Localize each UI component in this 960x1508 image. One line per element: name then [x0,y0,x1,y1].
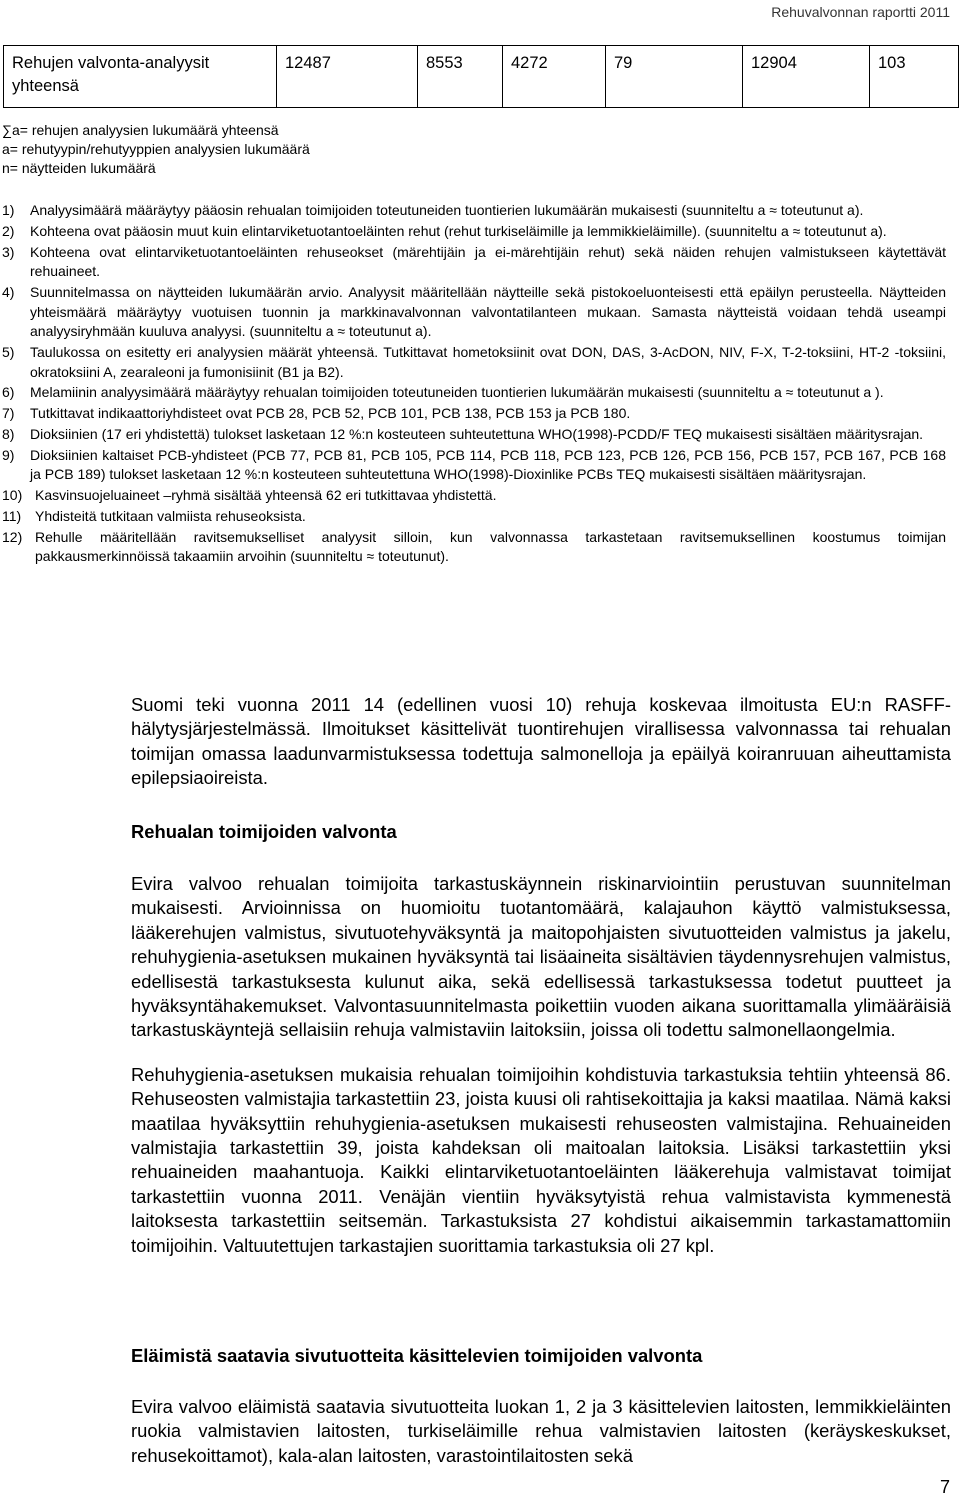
footnote-number: 9) [2,446,15,463]
legend-line: n= näytteiden lukumäärä [2,160,156,176]
footnote-text: Kasvinsuojeluaineet –ryhmä sisältää yhteensä 62 eri tutkittavaa yhdistettä. [35,487,497,503]
section-byproducts [131,1344,951,1368]
table-cell: 12904 [743,46,870,108]
body-paragraph: Suomi teki vuonna 2011 14 (edellinen vuosi 10) rehuja koskevaa ilmoitusta EU:n RASFF-hälytysjärjestelmässä. Ilmoitukset käsittelivät tuontirehujen virallisessa valvonnassa tai rehualan toimijan omassa laadunvarmistuksessa todettuja salmonelloja ja epäilyä koiranruuan aiheuttamista epilepsiaoireista. [131,694,951,789]
footnote [2,222,946,242]
table-row [4,46,959,108]
footnote-number: 12) [2,528,23,545]
footnote-number: 1) [2,202,15,218]
footnote-text: Rehulle määritellään ravitsemukselliset analyysit silloin, kun valvonnassa tarkastetaan ravitsemuksellinen koostumus toimijan pakkausmerkinnöissä takaamiin arvoihin (suunniteltu ≈ toteutunut). [35,528,946,565]
section-heading: Eläimistä saatavia sivutuotteita käsittelevien toimijoiden valvonta [131,1345,703,1366]
footnote-number: 6) [2,384,15,401]
page-number: 7 [939,1477,950,1497]
footnote [2,201,946,221]
footnote [2,446,946,485]
footnote-text: Melamiinin analyysimäärä määräytyy rehualan toimijoiden toteutuneiden tuontierien lukumäärän mukaisesti (suunniteltu a ≈ toteutunut a ). [30,384,884,401]
footnote-number: 8) [2,425,15,442]
footnote [2,507,946,527]
legend-line: ∑a= rehujen analyysien lukumäärä yhteensä [2,122,279,138]
footnote-number: 5) [2,343,15,360]
footnote [2,425,946,445]
section-heading: Rehualan toimijoiden valvonta [131,821,397,842]
footnote-number: 7) [2,405,15,422]
footnote-number: 4) [2,283,15,300]
table-legend [2,121,942,178]
table-row-label: Rehujen valvonta-analyysit yhteensä [4,46,277,108]
legend-line: a= rehutyypin/rehutyyppien analyysien lukumäärä [2,141,310,157]
footnote [2,243,946,282]
table-cell: 8553 [418,46,503,108]
footnote-text: Dioksiinien (17 eri yhdistettä) tulokset lasketaan 12 %:n kosteuteen suhteutettuna WHO(1998)-PCDD/F TEQ mukaisesti sisältäen määritysrajan. [30,425,924,442]
footnote-text: Dioksiinien kaltaiset PCB-yhdisteet (PCB 77, PCB 81, PCB 105, PCB 114, PCB 118, PCB 123, PCB 126, PCB 156, PCB 157, PCB 167, PCB 168 ja PCB 189) tulokset lasketaan 12 %:n kosteuteen suhteutettuna WHO(1998)-Dioxinlike PCBs TEQ mukaisesti sisältäen määritysrajan. [30,446,946,483]
rasff-paragraph-block [131,693,951,791]
footnote-text: Taulukossa on esitetty eri analyysien määrät yhteensä. Tutkittavat hometoksiinit ovat DON, DAS, 3-AcDON, NIV, F-X, T-2-toksiini, HT-2 -toksiini, okratoksiini A, zearaleoni ja fumonisiinit (B1 ja B2). [30,343,946,380]
footnote-text: Kohteena ovat pääosin muut kuin elintarviketuotantoeläinten rehut (rehut turkiseläimille ja lemmikkieläimille). (suunniteltu a ≈ toteutunut a). [30,222,887,239]
body-paragraph: Evira valvoo eläimistä saatavia sivutuotteita luokan 1, 2 ja 3 käsittelevien laitosten, lemmikkieläinten ruokia valmistavien laitosten, turkiseläimille rehua valmistavien laitosten (keräyskeskukset, rehusekoittamot), kala-alan laitosten, varastointilaitosten sekä [131,1396,951,1466]
footnote-number: 2) [2,222,15,239]
totals-table [3,45,959,108]
footnote-number: 11) [2,507,22,524]
running-header: Rehuvalvonnan raportti 2011 [771,4,950,20]
footnotes-list [2,201,946,568]
table-cell: 12487 [277,46,418,108]
section-byproducts-body [131,1395,951,1468]
footnote-text: Kohteena ovat elintarviketuotantoeläinten rehuseokset (märehtijäin ja ei-märehtijäin rehut) sekä näiden rehujen valmistukseen käytettävät rehuaineet. [30,243,946,280]
footnote-text: Analyysimäärä määräytyy pääosin rehualan toimijoiden toteutuneiden tuontierien lukumäärän mukaisesti (suunniteltu a ≈ toteutunut a). [30,202,864,218]
section-feed-operators [131,820,951,844]
footnote-text: Tutkittavat indikaattoriyhdisteet ovat PCB 28, PCB 52, PCB 101, PCB 138, PCB 153 ja PCB 180. [30,405,631,422]
section-feed-operators-body [131,872,951,1258]
footnote [2,343,946,382]
footnote-number: 3) [2,243,15,260]
footnote [2,486,946,506]
body-paragraph: Rehuhygienia-asetuksen mukaisia rehualan toimijoihin kohdistuvia tarkastuksia tehtiin yhteensä 86. Rehuseosten valmistajia tarkastettiin 23, joista kuusi oli rahtisekoittajia ja kaksi maatilaa. Nämä kaksi maatilaa hyväksyttiin rehuhygienia-asetuksen mukaisesti rehuseosten valmistajina. Rehuaineiden valmistajia tarkastettiin 39, joista kahdeksan oli maitoalan laitoksia. Lisäksi tarkastettiin yksi rehuaineiden maahantuoja. Kaikki elintarviketuotantoeläinten lääkerehuja valmistavat toimijat tarkastettiin vuonna 2011. Venäjän vientiin hyväksytyistä rehua valmistavista kymmenestä laitoksesta tarkastettiin seitsemän. Tarkastuksista 27 kohdistui aikaisemmin tarkastamattomiin toimijoihin. Valtuutettujen tarkastajien suorittamia tarkastuksia oli 27 kpl. [131,1063,951,1256]
body-paragraph: Evira valvoo rehualan toimijoita tarkastuskäynnein riskinarviointiin perustuvan suunnitelman mukaisesti. Arvioinnissa on huomioitu tuotantomäärä, kalajauhon käyttö valmistuksessa, lääkerehujen valmistus, sivutuotehyväksyntä ja maitopohjaisten sivutuotteiden valmistus ja jakelu, rehuhygienia-asetuksen mukainen hyväksyntä tai lisäaineita sisältävien täydennysrehujen valmistus, edellisestä tarkastuksesta kulunut aika, sekä edellisessä tarkastuksessa todetut puutteet ja hyväksyntähakemukset. Valvontasuunnitelmasta poikettiin vuoden aikana suorittamalla ylimääräisiä tarkastuskäyntejä sellaisiin rehuja valmistaviin laitoksiin, joissa oli todettu salmonellaongelmia. [131,873,951,1041]
footnote [2,404,946,424]
footnote [2,528,946,567]
table-cell: 79 [606,46,743,108]
footnote-text: Yhdisteitä tutkitaan valmiista rehuseoksista. [35,507,306,524]
footnote-number: 10) [2,487,23,503]
table-cell: 103 [870,46,959,108]
footnote [2,283,946,342]
table-cell: 4272 [503,46,606,108]
footnote-text: Suunnitelmassa on näytteiden lukumäärän arvio. Analyysit määritellään näytteille sekä pistokoeluonteisesti että epäilyn perusteella. Näytteiden yhteismäärä määräytyy vuotuisen tuonnin ja markkinavalvonnan valvontatilanteen mukaan. Samasta näytteistä voidaan tehdä useampi analyysiryhmään kuuluva analyysi. (suunniteltu a ≈ toteutunut a). [30,283,946,340]
footnote [2,383,946,403]
